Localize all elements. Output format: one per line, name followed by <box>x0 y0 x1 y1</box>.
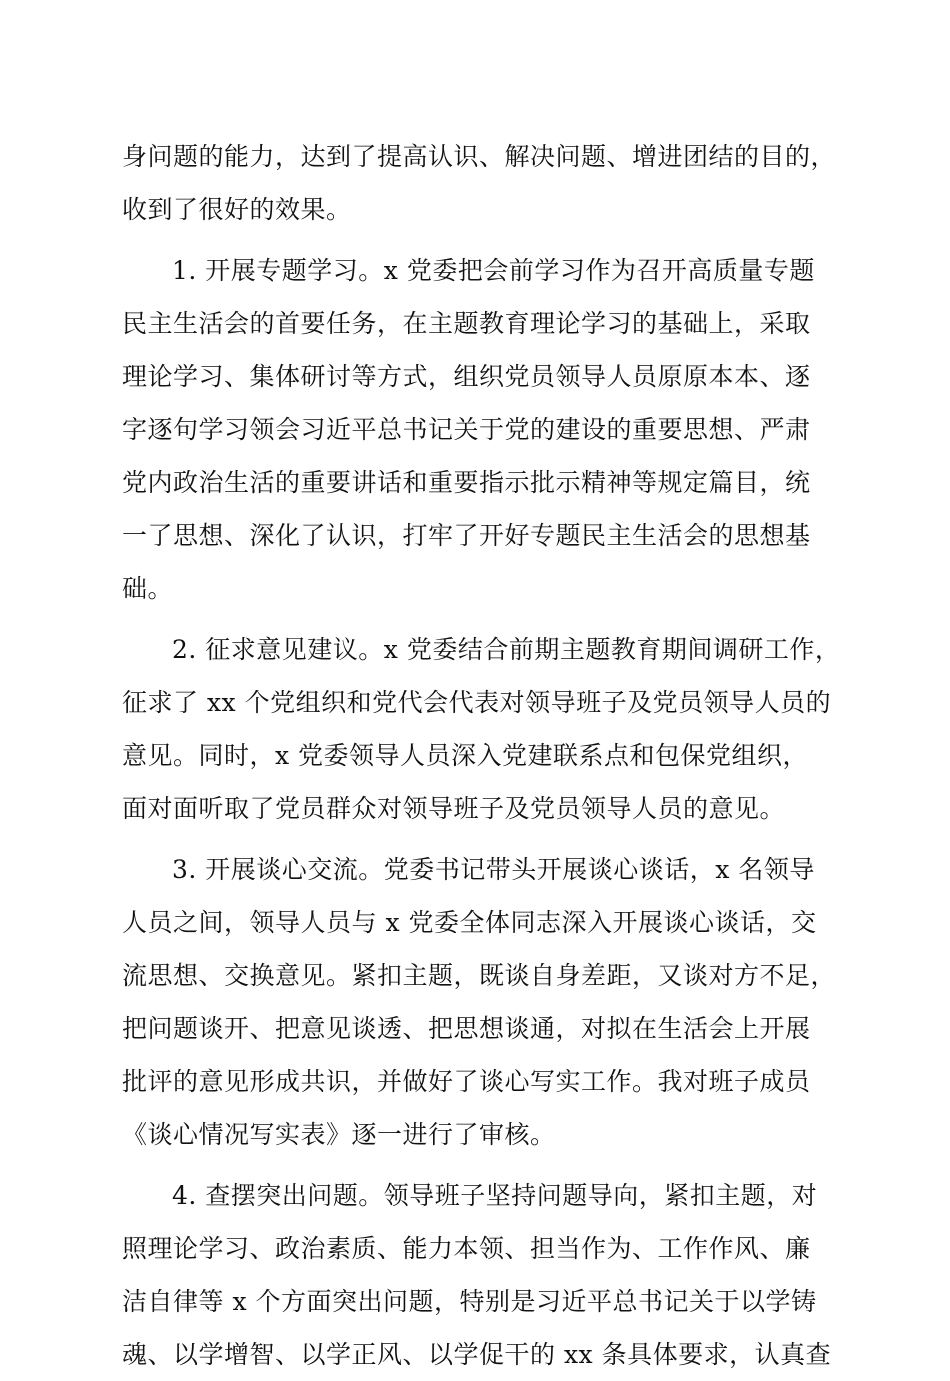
text-line: 民主生活会的首要任务，在主题教育理论学习的基础上，采取 <box>122 309 811 338</box>
text-line: 字逐句学习领会习近平总书记关于党的建设的重要思想、严肃 <box>122 415 811 444</box>
text-line: 1. 开展专题学习。x 党委把会前学习作为召开高质量专题 <box>172 256 815 285</box>
text-line: 人员之间，领导人员与 x 党委全体同志深入开展谈心谈话，交 <box>122 908 817 937</box>
text-line: 魂、以学增智、以学正风、以学促干的 xx 条具体要求，认真查 <box>122 1340 832 1369</box>
text-line: 批评的意见形成共识，并做好了谈心写实工作。我对班子成员 <box>122 1067 811 1096</box>
paragraph-item-1 <box>122 244 828 615</box>
text-line: 4. 查摆突出问题。领导班子坚持问题导向，紧扣主题，对 <box>172 1181 818 1210</box>
paragraph-item-3 <box>122 843 837 1161</box>
document-body <box>122 130 841 1381</box>
text-line: 征求了 xx 个党组织和党代会代表对领导班子及党员领导人员的 <box>122 688 832 717</box>
text-line: 理论学习、集体研讨等方式，组织党员领导人员原原本本、逐 <box>122 362 811 391</box>
text-line: 洁自律等 x 个方面突出问题，特别是习近平总书记关于以学铸 <box>122 1287 817 1316</box>
text-line: 照理论学习、政治素质、能力本领、担当作为、工作作风、廉 <box>122 1234 811 1263</box>
text-line: 把问题谈开、把意见谈透、把思想谈通，对拟在生活会上开展 <box>122 1014 811 1043</box>
text-line: 3. 开展谈心交流。党委书记带头开展谈心谈话，x 名领导 <box>172 855 815 884</box>
paragraph-item-4 <box>122 1169 832 1381</box>
text-line: 流思想、交换意见。紧扣主题，既谈自身差距，又谈对方不足， <box>122 961 837 990</box>
text-line: 意见。同时，x 党委领导人员深入党建联系点和包保党组织， <box>122 741 809 770</box>
text-line: 身问题的能力，达到了提高认识、解决问题、增进团结的目的， <box>122 142 837 171</box>
text-line: 收到了很好的效果。 <box>122 195 352 224</box>
paragraph-intro <box>122 130 837 236</box>
text-line: 一了思想、深化了认识，打牢了开好专题民主生活会的思想基 <box>122 521 811 550</box>
text-line: 础。 <box>122 574 174 603</box>
text-line: 《谈心情况写实表》逐一进行了审核。 <box>122 1120 556 1149</box>
text-line: 2. 征求意见建议。x 党委结合前期主题教育期间调研工作， <box>172 635 841 664</box>
paragraph-item-2 <box>122 623 841 835</box>
text-line: 党内政治生活的重要讲话和重要指示批示精神等规定篇目，统 <box>122 468 811 497</box>
text-line: 面对面听取了党员群众对领导班子及党员领导人员的意见。 <box>122 794 786 823</box>
